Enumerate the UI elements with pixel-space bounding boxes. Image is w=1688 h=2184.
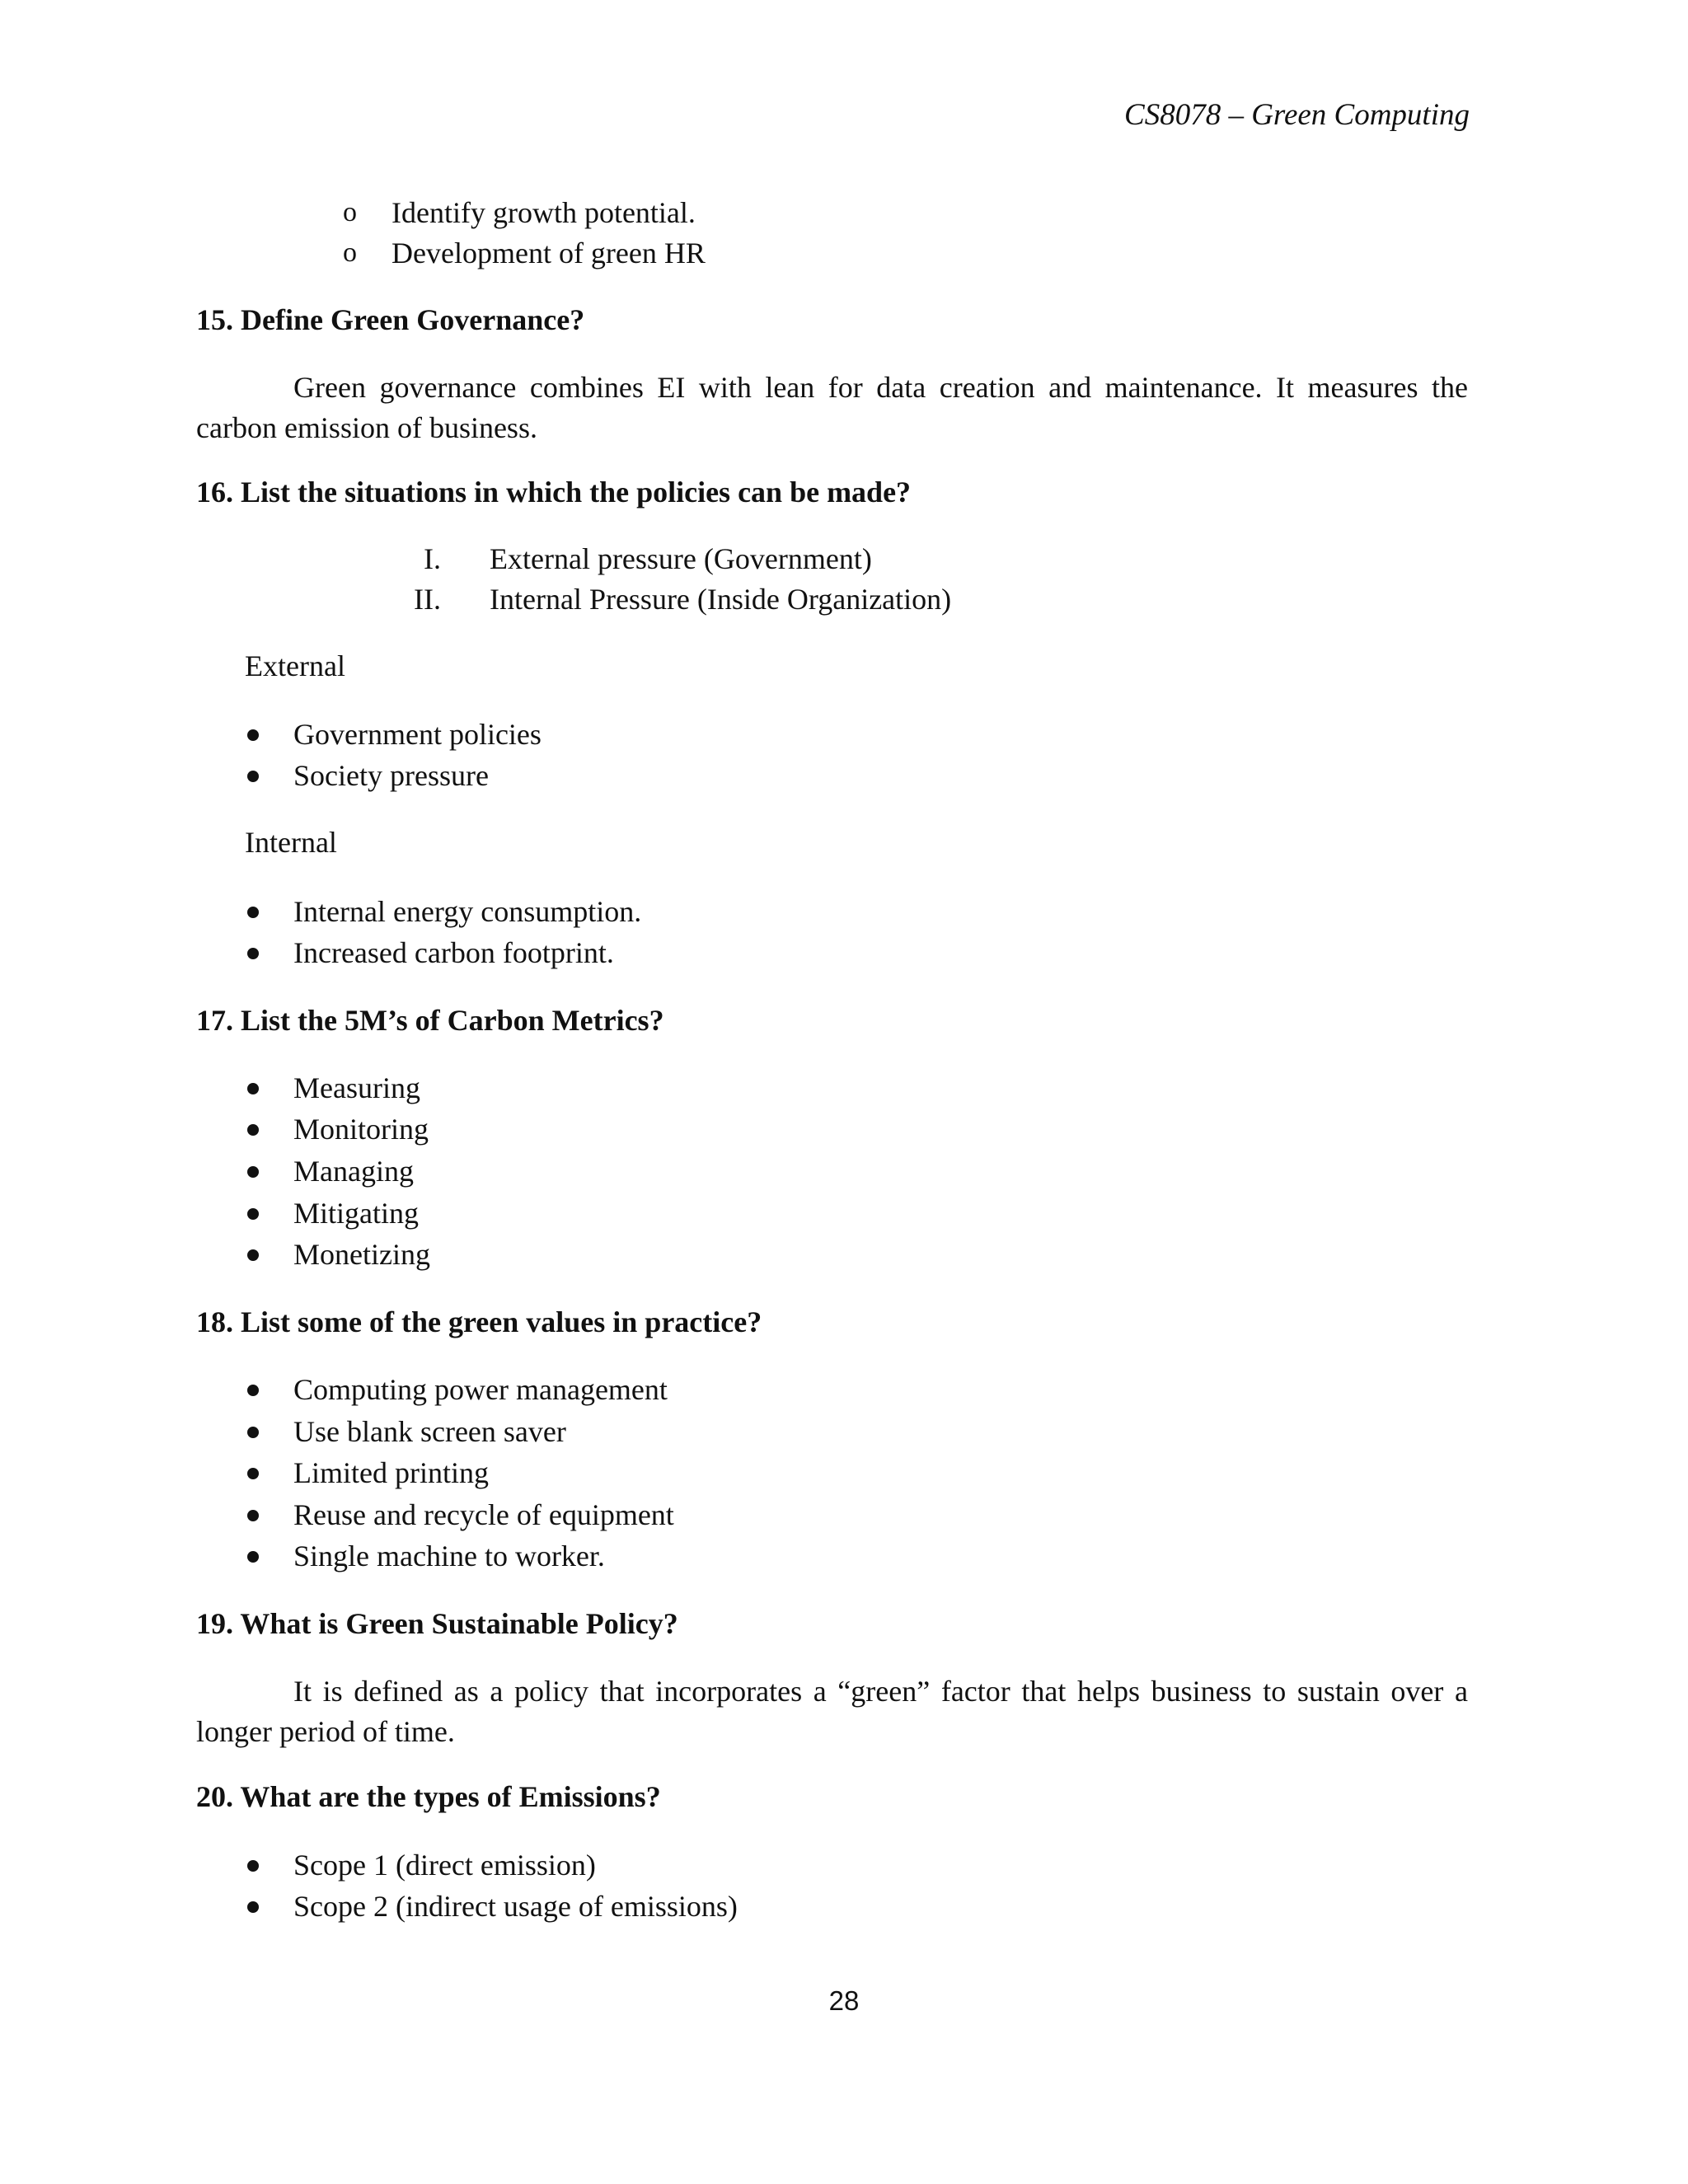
list-item: Single machine to worker. — [293, 1540, 605, 1572]
sub-item-green-hr: Development of green HR — [392, 237, 706, 269]
bullet-icon — [247, 1208, 259, 1220]
list-item: Society pressure — [293, 759, 489, 792]
internal-label: Internal — [245, 826, 337, 859]
q20-heading: 20. What are the types of Emissions? — [196, 1780, 661, 1813]
list-item: Internal energy consumption. — [293, 895, 642, 928]
bullet-icon — [247, 1860, 259, 1872]
bullet-icon — [247, 729, 259, 741]
bullet-icon — [247, 1510, 259, 1521]
bullet-icon — [247, 771, 259, 782]
sub-item-growth: Identify growth potential. — [392, 196, 696, 229]
bullet-icon — [247, 1901, 259, 1913]
q15-answer — [196, 368, 1468, 448]
q19-answer — [196, 1671, 1468, 1752]
list-item: Scope 1 (direct emission) — [293, 1849, 596, 1882]
bullet-icon — [247, 1385, 259, 1396]
roman-item-external: External pressure (Government) — [490, 542, 872, 575]
sub-marker: o — [343, 197, 357, 227]
bullet-icon — [247, 1083, 259, 1094]
list-item: Limited printing — [293, 1456, 489, 1489]
list-item: Scope 2 (indirect usage of emissions) — [293, 1890, 738, 1923]
roman-item-internal: Internal Pressure (Inside Organization) — [490, 583, 952, 616]
page-header: CS8078 – Green Computing — [1124, 98, 1470, 132]
external-label: External — [245, 649, 345, 682]
sub-marker: o — [343, 237, 357, 268]
list-item: Mitigating — [293, 1197, 419, 1230]
bullet-icon — [247, 1427, 259, 1438]
q15-heading: 15. Define Green Governance? — [196, 303, 585, 336]
roman-numeral: I. — [424, 542, 441, 575]
list-item: Reuse and recycle of equipment — [293, 1498, 674, 1531]
roman-numeral: II. — [414, 583, 441, 616]
list-item: Measuring — [293, 1071, 420, 1104]
list-item: Government policies — [293, 718, 542, 751]
list-item: Managing — [293, 1155, 414, 1188]
q19-answer-text: It is defined as a policy that incorporates a “green” factor that helps business to sustain over a longer period of time. — [196, 1675, 1468, 1748]
page-number: 28 — [828, 1985, 860, 2016]
bullet-icon — [247, 948, 259, 959]
bullet-icon — [247, 1468, 259, 1479]
bullet-icon — [247, 1166, 259, 1178]
bullet-icon — [247, 1249, 259, 1261]
q17-heading: 17. List the 5M’s of Carbon Metrics? — [196, 1004, 664, 1037]
bullet-icon — [247, 907, 259, 918]
list-item: Use blank screen saver — [293, 1415, 566, 1448]
bullet-icon — [247, 1551, 259, 1563]
q15-answer-text: Green governance combines EI with lean for data creation and maintenance. It measures the carbon emission of business. — [196, 371, 1468, 444]
q16-heading: 16. List the situations in which the policies can be made? — [196, 476, 912, 509]
q18-heading: 18. List some of the green values in practice? — [196, 1305, 762, 1338]
list-item: Computing power management — [293, 1373, 668, 1406]
bullet-icon — [247, 1124, 259, 1136]
list-item: Monetizing — [293, 1238, 430, 1271]
list-item: Increased carbon footprint. — [293, 936, 614, 969]
q19-heading: 19. What is Green Sustainable Policy? — [196, 1607, 678, 1640]
list-item: Monitoring — [293, 1113, 429, 1146]
